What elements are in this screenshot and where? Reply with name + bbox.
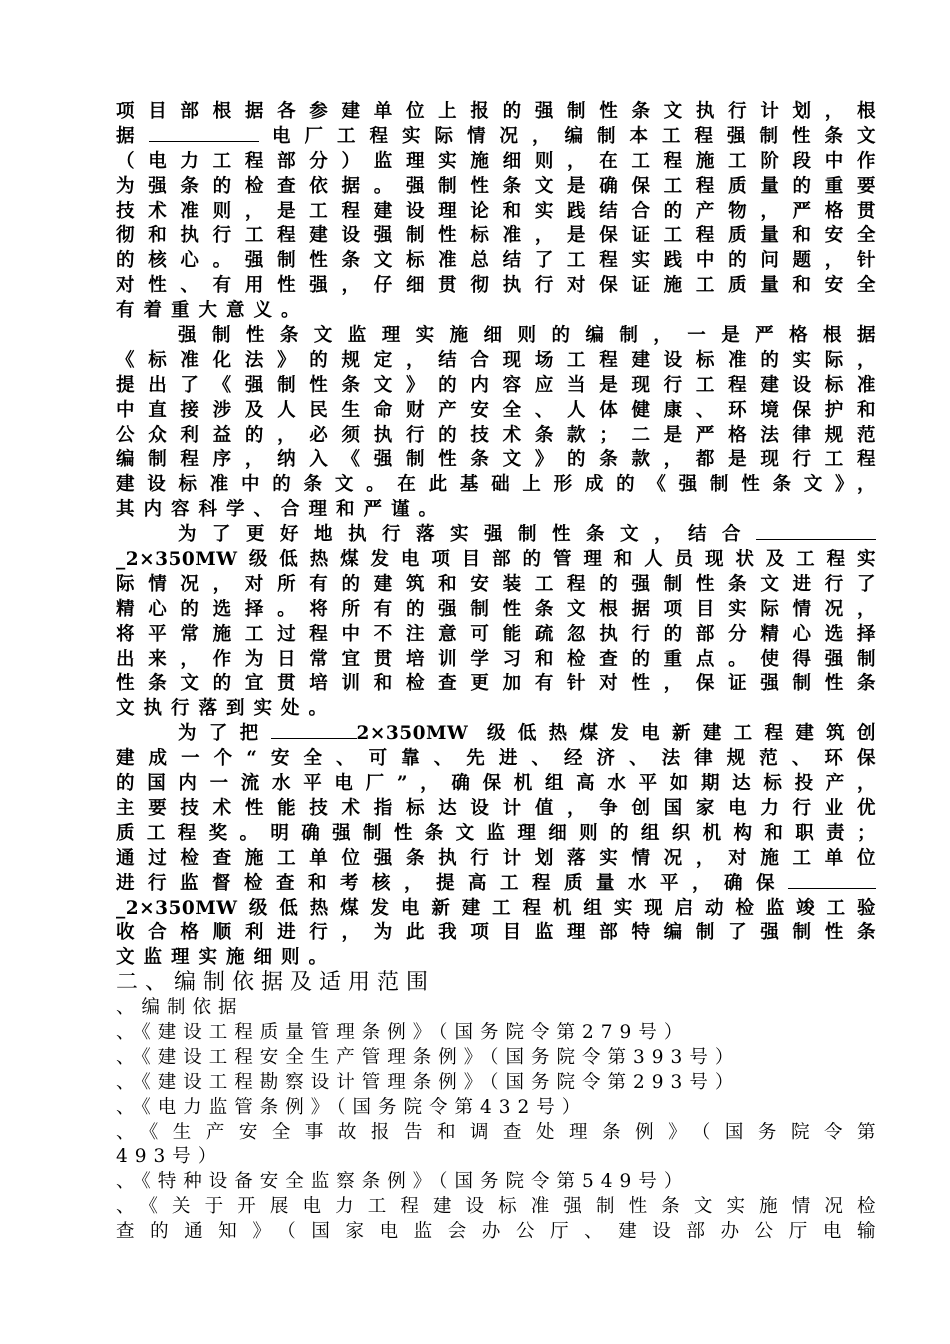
paragraph-line: 文执行落到实处。 — [116, 698, 337, 720]
paragraph-line: 《标准化法》的规定，结合现场工程建设标准的实际， — [116, 349, 876, 371]
reference-item: 、《电力监管条例》（国务院令第432号） — [116, 1096, 588, 1118]
paragraph-line: 性条文的宜贯培训和检查更加有针对性，保证强制性条 — [116, 673, 876, 695]
paragraph-line: 公众利益的，必须执行的技术条款；二是严格法律规范 — [116, 424, 876, 446]
reference-item: 查的通知》（国家电监会办公厅、建设部办公厅电输 — [116, 1221, 876, 1243]
paragraph-line: 其内容科学、合理和严谨。 — [116, 499, 447, 521]
reference-item: 、《特种设备安全监察条例》（国务院令第549号） — [116, 1171, 690, 1193]
paragraph-line: 精心的选择。将所有的强制性条文根据项目实际情况， — [116, 598, 876, 620]
paragraph-line: 为强条的检查依据。强制性条文是确保工程质量的重要 — [116, 175, 876, 197]
paragraph-line: 质工程奖。明确强制性条文监理细则的组织机构和职责； — [116, 822, 876, 844]
paragraph-line: 有着重大意义。 — [116, 300, 309, 322]
paragraph-line: 技术准则，是工程建设理论和实践结合的产物，严格贯 — [116, 200, 876, 222]
paragraph-line: 出来，作为日常宜贯培训学习和检查的重点。使得强制 — [116, 648, 876, 670]
paragraph-line: 文监理实施细则。 — [116, 947, 337, 969]
paragraph-line: 际情况，对所有的建筑和安装工程的强制性条文进行了 — [116, 573, 876, 595]
fill-in-blank — [756, 523, 876, 540]
paragraph-line: 提出了《强制性条文》的内容应当是现行工程建设标准 — [116, 374, 876, 396]
line-segment: 电厂工程实际情况，编制本工程强制性条文 — [258, 125, 876, 147]
reference-item: 、《建设工程质量管理条例》（国务院令第279号） — [116, 1021, 690, 1043]
paragraph-line: 主要技术性能技术指标达设计值，争创国家电力行业优 — [116, 797, 876, 819]
paragraph-line: 将平常施工过程中不注意可能疏忽执行的部分精心选择 — [116, 623, 876, 645]
paragraph-line: _2×350MW级低热煤发电新建工程机组实现启动检监竣工验 — [116, 897, 876, 919]
fill-in-blank — [149, 125, 259, 142]
paragraph-line — [116, 722, 876, 747]
reference-item: 、《生产安全事故报告和调查处理条例》（国务院令第 — [116, 1121, 876, 1143]
line-segment: 为了把 — [178, 723, 271, 745]
paragraph-line: 项目部根据各参建单位上报的强制性条文执行计划，根 — [116, 101, 876, 122]
document-body — [116, 100, 876, 1245]
paragraph-line — [116, 125, 876, 150]
reference-item: 、《建设工程安全生产管理条例》（国务院令第393号） — [116, 1046, 741, 1068]
paragraph-line: 彻和执行工程建设强制性标准，是保证工程质量和安全 — [116, 225, 876, 247]
reference-item: 、《建设工程勘察设计管理条例》（国务院令第293号） — [116, 1071, 741, 1093]
paragraph-line: 的国内一流水平电厂”，确保机组高水平如期达标投产， — [116, 773, 876, 795]
fill-in-blank — [271, 722, 357, 739]
line-segment: 据 — [116, 125, 149, 147]
paragraph-line: _2×350MW级低热煤发电项目部的管理和人员现状及工程实 — [116, 549, 876, 571]
paragraph-line: 编制程序，纳入《强制性条文》的条款，都是现行工程 — [116, 449, 876, 471]
line-segment: 2×350MW 级低热煤发电新建工程建筑创 — [356, 723, 876, 745]
paragraph-line: 对性、有用性强，仔细贯彻执行对保证施工质量和安全 — [116, 275, 876, 297]
paragraph-line — [116, 523, 876, 548]
reference-item: 493号） — [116, 1146, 224, 1168]
paragraph-line: 建设标准中的条文。在此基础上形成的《强制性条文》， — [116, 474, 876, 496]
subsection-heading: 、编制依据 — [116, 997, 244, 1019]
section-heading: 二、编制依据及适用范围 — [116, 970, 436, 996]
paragraph-line — [116, 872, 876, 897]
paragraph-line: 通过检查施工单位强条执行计划落实情况，对施工单位 — [116, 847, 876, 869]
paragraph-line: （电力工程部分）监理实施细则，在工程施工阶段中作 — [116, 150, 876, 172]
fill-in-blank — [788, 872, 876, 889]
paragraph-line: 中直接涉及人民生命财产安全、人体健康、环境保护和 — [116, 399, 876, 421]
line-segment: 进行监督检查和考核，提高工程质量水平，确保 — [116, 872, 788, 894]
paragraph-line: 收合格顺利进行，为此我项目监理部特编制了强制性条 — [116, 922, 876, 944]
paragraph-line: 建成一个“安全、可靠、先进、经济、法律规范、环保 — [116, 748, 876, 770]
line-segment: 为了更好地执行落实强制性条文，结合 — [178, 524, 756, 546]
paragraph-line: 强制性条文监理实施细则的编制，一是严格根据 — [178, 325, 876, 347]
reference-item: 、《关于开展电力工程建设标准强制性条文实施情况检 — [116, 1196, 876, 1218]
paragraph-line: 的核心。强制性条文标准总结了工程实践中的问题，针 — [116, 250, 876, 272]
